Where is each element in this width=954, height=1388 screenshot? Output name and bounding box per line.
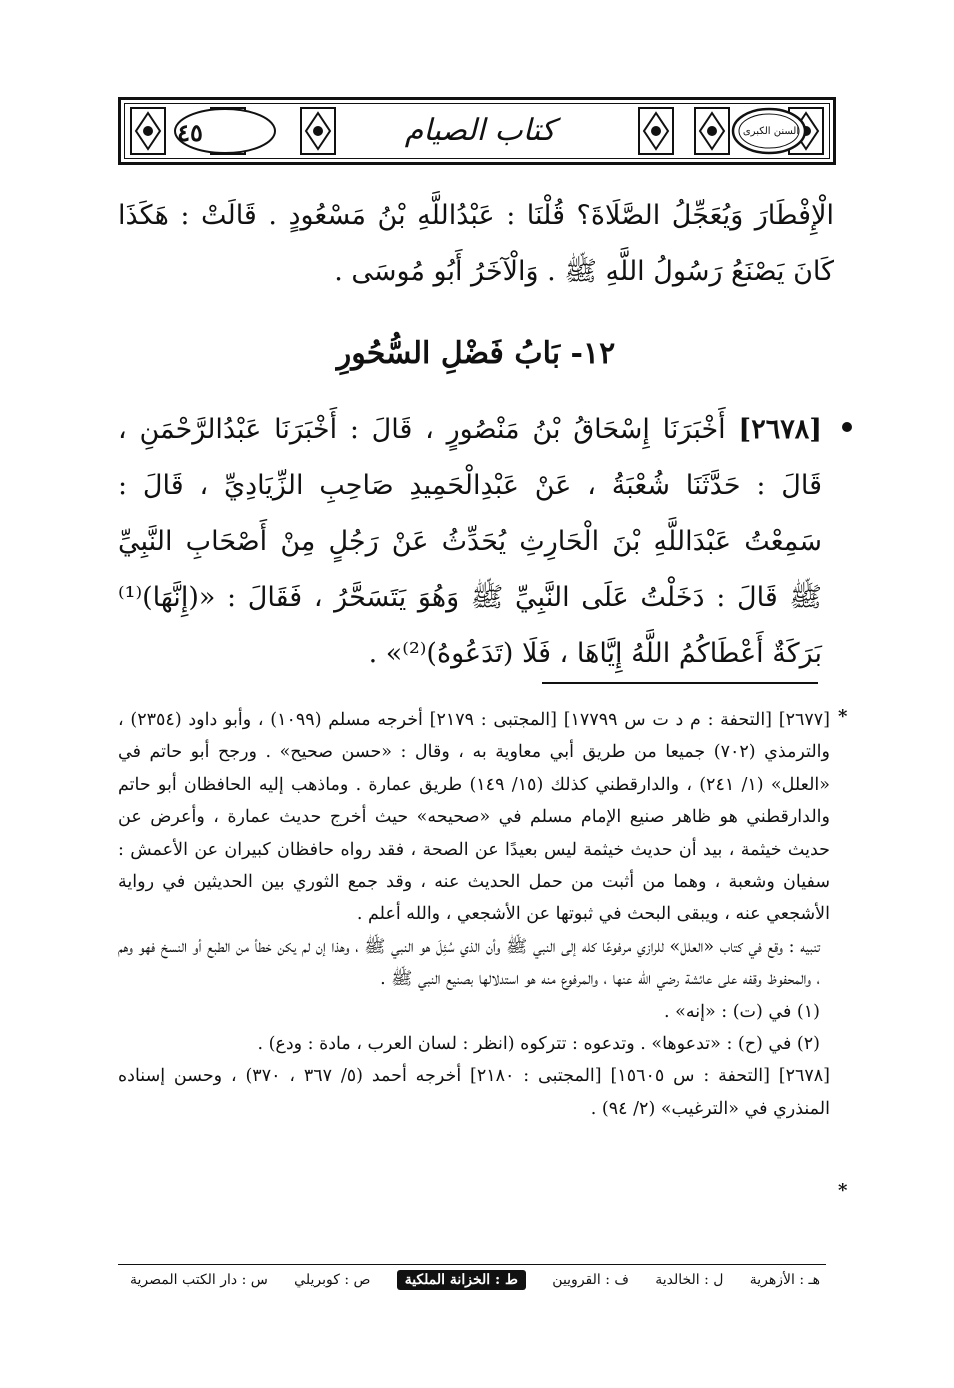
ornament-icon: [638, 107, 674, 155]
sigla-item-highlighted: ط : الخزانة الملكية: [397, 1270, 526, 1290]
hadith-number: [٢٦٧٨]: [738, 414, 822, 445]
sigla-item: ص : كوبريلي: [294, 1272, 371, 1288]
note-tanbih: تنبيه : وقع في كتاب «العلل» للرازي مرفوعًا كله إلى النبي ﷺ وأن الذي سُئِلَ هو النبي ﷺ ، وهذا إن لم يكن خطأ من الطبع أو النسخ فهو وهم ، والمحفوظ وقفه على عائشة رضي الله عنها ، والمرفوع منه هو استدلالها بصنيع النبي ﷺ .: [118, 936, 820, 990]
note-star: *: [838, 706, 848, 727]
manuscript-sigla: [130, 1268, 820, 1292]
logo-text: السنن الكبرى: [742, 126, 800, 137]
chapter-heading: ١٢- بَابُ فَضْلِ السُّحُورِ: [336, 336, 616, 371]
note-2677: [٢٦٧٧] [التحفة : م د ت س ١٧٧٩٩] [المجتبى : ٢١٧٩] أخرجه مسلم (١٠٩٩) ، وأبو داود (٢٣٥٤) ، والترمذي (٧٠٢) جميعا من طريق أبي معاوية به ، وقال : «حسن صحيح» . ورجح أبو حاتم في «العلل» (١/ ٢٤١) ، والدارقطني كذلك (١٥/ ١٤٩) طريق عمارة . وماذهب إليه الحافظان أبو حاتم والدارقطني هو ظاهر صنيع الإمام مسلم في «صحيحه» حيث أخرج حديث عمارة ، وأعرض عن حديث خيثمة ، بيد أن حديث خيثمة ليس بعيدًا عن الصحة ، فقد رواه حافظان كبيران عن الأعمش : سفيان وشعبة ، وهما من أثبت من حمل الحديث عنه ، وقد جمع الثوري بين الحديثين في رواية الأشجعي عنه ، ويبقى البحث في ثبوتها عن الأشجعي ، والله أعلم .: [118, 710, 830, 925]
note-star: *: [838, 1180, 848, 1201]
ornament-icon: [694, 107, 730, 155]
sigla-item: س : دار الكتب المصرية: [130, 1272, 268, 1288]
sigla-item: ف : القرويين: [552, 1272, 629, 1288]
hadith-bullet: [842, 422, 852, 432]
page-number: ٤٥: [177, 117, 203, 147]
hadith-text-block: [118, 402, 822, 682]
continuation-text: الْإِفْطَارَ وَيُعَجِّلُ الصَّلَاةَ؟ قُلْنَا : عَبْدُاللَّهِ بْنُ مَسْعُودٍ . قَالَتْ : هَكَذَا كَانَ يَصْنَعُ رَسُولُ اللَّهِ ﷺ . وَالْآخَرُ أَبُو مُوسَى .: [118, 200, 834, 287]
hadith-text: أَخْبَرَنَا إِسْحَاقُ بْنُ مَنْصُورٍ ، قَالَ : أَخْبَرَنَا عَبْدُالرَّحْمَنِ ، قَالَ : حَدَّثَنَا شُعْبَةُ ، عَنْ عَبْدِالْحَمِيدِ صَاحِبِ الزِّيَادِيِّ ، قَالَ : سَمِعْتُ عَبْدَاللَّهِ بْنَ الْحَارِثِ يُحَدِّثُ عَنْ رَجُلٍ مِنْ أَصْحَابِ النَّبِيِّ ﷺ قَالَ : دَخَلْتُ عَلَى النَّبِيِّ ﷺ وَهُوَ يَتَسَحَّرُ ، فَقَالَ : «(إِنَّهَا)⁽¹⁾ بَرَكَةٌ أَعْطَاكُمُ اللَّهُ إِيَّاهَا ، فَلَا (تَدَعُوهُ)⁽²⁾» .: [118, 414, 822, 669]
footnote-1: (١) في (ت) : «إنه» .: [664, 1001, 820, 1022]
ornament-icon: [300, 107, 336, 155]
sigla-item: ل : الخالدية: [655, 1272, 724, 1288]
footer-rule: [118, 1264, 826, 1265]
sigla-item: هـ : الأزهرية: [749, 1272, 820, 1288]
page-title: كتاب الصيام: [404, 112, 556, 148]
footnotes: [118, 704, 830, 1125]
footnote-separator: [542, 682, 818, 684]
note-2678: [٢٦٧٨] [التحفة : س ١٥٦٠٥] [المجتبى : ٢١٨٠] أخرجه أحمد (٥/ ٣٦٧ ، ٣٧٠) ، وحسن إسناده المنذري في «الترغيب» (٢/ ٩٤) .: [118, 1066, 830, 1119]
footnote-2: (٢) في (ح) : «تدعوها» . وتدعوه : تتركوه (انظر : لسان العرب ، مادة : ودع) .: [257, 1034, 820, 1055]
